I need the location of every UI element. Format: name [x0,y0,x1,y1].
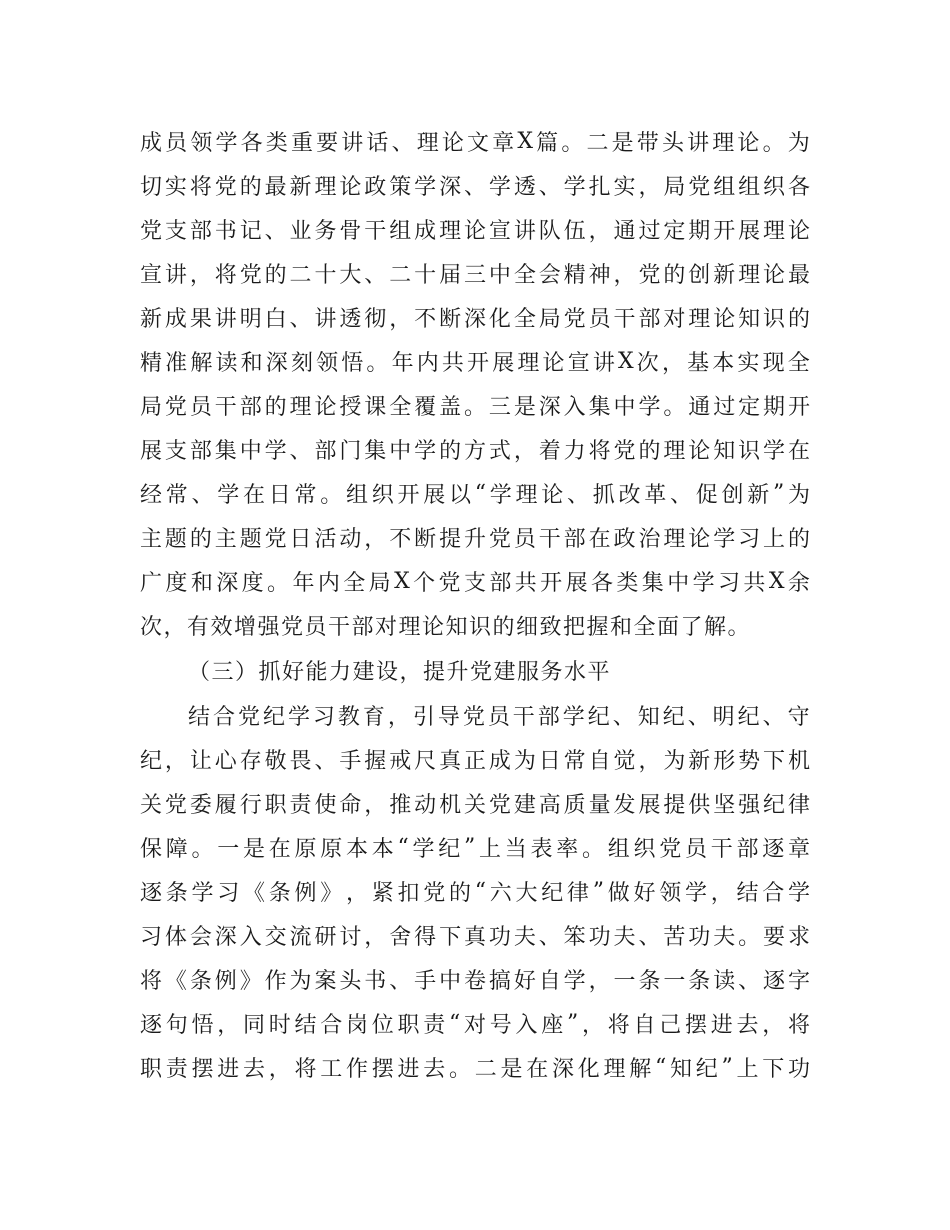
paragraph-1-line-3: 党 支 部 书 记 、 业 务 骨 干 组 成 理 论 宣 讲 队 伍 ， 通 过 定 期 开 展 理 论 [140,218,810,244]
paragraph-1-line-7: 局 党 员 干 部 的 理 论 授 课 全 覆 盖 。 三 是 深 入 集 中 学 。 通 过 定 期 开 [140,394,810,420]
section-heading: （三）抓好能力建设，提升党建服务水平 [188,659,612,685]
paragraph-2-line-6: 习 体 会 深 入 交 流 研 讨 ， 舍 得 下 真 功 夫 、 笨 功 夫 、 苦 功 夫 。 要 求 [140,924,810,950]
paragraph-1-line-5: 新 成 果 讲 明 白 、 讲 透 彻 ， 不 断 深 化 全 局 党 员 干 部 对 理 论 知 识 的 [140,306,810,332]
paragraph-1-line-6: 精 准 解 读 和 深 刻 领 悟 。 年 内 共 开 展 理 论 宣 讲 X 次 ， 基 本 实 现 全 [140,348,810,376]
paragraph-2-line-8: 逐 句 悟 ， 同 时 结 合 岗 位 职 责 “ 对 号 入 座 ” ， 将 自 己 摆 进 去 ， 将 [140,1010,810,1038]
paragraph-1-line-8: 展 支 部 集 中 学 、 部 门 集 中 学 的 方 式 ， 着 力 将 党 的 理 论 知 识 学 在 [140,438,810,464]
paragraph-1-line-12: 次，有效增强党员干部对理论知识的细致把握和全面了解。 [140,614,752,640]
paragraph-2-line-7: 将 《 条 例 》 作 为 案 头 书 、 手 中 卷 搞 好 自 学 ， 一 条 一 条 读 、 逐 字 [140,968,810,994]
paragraph-2-line-5: 逐 条 学 习 《 条 例 》 ， 紧 扣 党 的 “ 六 大 纪 律 ” 做 好 领 学 ， 结 合 学 [140,878,810,906]
paragraph-2-line-9: 职 责 摆 进 去 ， 将 工 作 摆 进 去 。 二 是 在 深 化 理 解 “ 知 纪 ” 上 下 功 [140,1054,810,1082]
paragraph-2-line-4: 保 障 。 一 是 在 原 原 本 本 “ 学 纪 ” 上 当 表 率 。 组 织 党 员 干 部 逐 章 [140,834,810,862]
paragraph-2-line-1: 结 合 党 纪 学 习 教 育 ， 引 导 党 员 干 部 学 纪 、 知 纪 、 明 纪 、 守 [188,704,810,730]
paragraph-1-line-10: 主 题 的 主 题 党 日 活 动 ， 不 断 提 升 党 员 干 部 在 政 治 理 论 学 习 上 的 [140,526,810,552]
paragraph-1-line-4: 宣 讲 ， 将 党 的 二 十 大 、 二 十 届 三 中 全 会 精 神 ， 党 的 创 新 理 论 最 [140,262,810,288]
paragraph-1-line-2: 切 实 将 党 的 最 新 理 论 政 策 学 深 、 学 透 、 学 扎 实 ， 局 党 组 组 织 各 [140,174,810,200]
paragraph-1-line-11: 广 度 和 深 度 。 年 内 全 局 X 个 党 支 部 共 开 展 各 类 集 中 学 习 共 X 余 [140,568,810,596]
paragraph-2-line-3: 关 党 委 履 行 职 责 使 命 ， 推 动 机 关 党 建 高 质 量 发 展 提 供 坚 强 纪 律 [140,792,810,818]
paragraph-1-line-1: 成 员 领 学 各 类 重 要 讲 话 、 理 论 文 章 X 篇 。 二 是 带 头 讲 理 论 。 为 [140,128,810,156]
paragraph-2-line-2: 纪 ， 让 心 存 敬 畏 、 手 握 戒 尺 真 正 成 为 日 常 自 觉 ， 为 新 形 势 下 机 [140,748,810,774]
paragraph-1-line-9: 经 常 、 学 在 日 常 。 组 织 开 展 以 “ 学 理 论 、 抓 改 革 、 促 创 新 ” 为 [140,480,810,508]
